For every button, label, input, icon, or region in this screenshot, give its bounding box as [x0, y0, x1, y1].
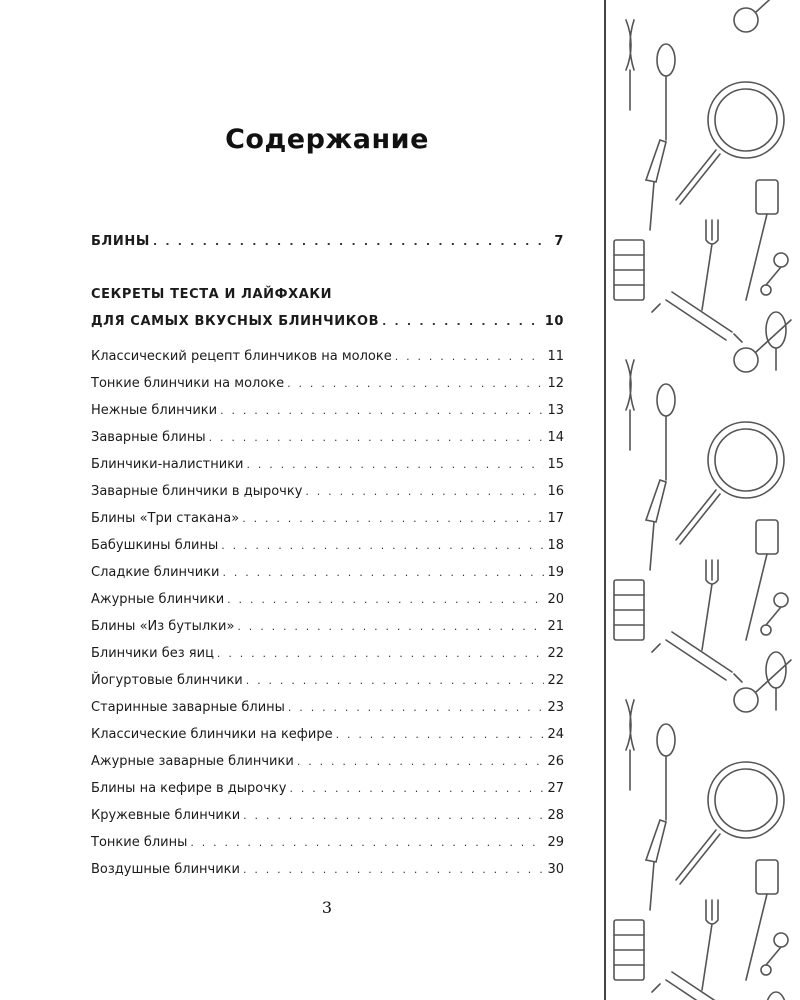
- toc-dot-leader: [190, 829, 544, 856]
- toc-entry[interactable]: [91, 748, 564, 775]
- toc-entry-title: Заварные блинчики в дырочку: [91, 484, 303, 499]
- toc-entry-page: 30: [547, 862, 564, 877]
- utensils-pattern-icon: [606, 0, 800, 1000]
- toc-dot-leader: [243, 856, 544, 883]
- toc-entry-title: Старинные заварные блины: [91, 700, 285, 715]
- toc-entry-title: Воздушные блинчики: [91, 862, 240, 877]
- toc-dot-leader: [246, 667, 545, 694]
- toc-entry-title: Блинчики без яиц: [91, 646, 214, 661]
- toc-entry-title: Бабушкины блины: [91, 538, 219, 553]
- toc-entry-title: Кружевные блинчики: [91, 808, 241, 823]
- toc-entry-page: 16: [547, 484, 564, 499]
- toc-dot-leader: [222, 559, 544, 586]
- toc-entry[interactable]: [91, 505, 564, 532]
- toc-spacer: [91, 335, 564, 343]
- toc-entry-title: БЛИНЫ: [91, 234, 150, 249]
- toc-entry-title: Блины на кефире в дырочку: [91, 781, 287, 796]
- toc-entry-title: Тонкие блины: [91, 835, 188, 850]
- toc-entry[interactable]: [91, 397, 564, 424]
- toc-entry-page: 13: [547, 403, 564, 418]
- toc-dot-leader: [336, 721, 545, 748]
- toc-entry[interactable]: [91, 721, 564, 748]
- toc-entry-title: Блинчики-налистники: [91, 457, 244, 472]
- toc-entry-page: 20: [547, 592, 564, 607]
- toc-entry-page: 29: [547, 835, 564, 850]
- toc-entry[interactable]: [91, 451, 564, 478]
- toc-spacer: [91, 255, 564, 281]
- toc-entry[interactable]: [91, 343, 564, 370]
- toc-dot-leader: [153, 228, 547, 255]
- toc-entry-title: Ажурные блинчики: [91, 592, 225, 607]
- toc-entry-page: 24: [547, 727, 564, 742]
- toc-dot-leader: [242, 505, 544, 532]
- toc-entry-title: ДЛЯ САМЫХ ВКУСНЫХ БЛИНЧИКОВ: [91, 314, 380, 329]
- toc-entry-title: Блины «Из бутылки»: [91, 619, 235, 634]
- toc-dot-leader: [247, 451, 545, 478]
- toc-entry-title: Нежные блинчики: [91, 403, 218, 418]
- toc-dot-leader: [217, 640, 545, 667]
- toc-dot-leader: [220, 397, 544, 424]
- toc-entry-page: 18: [547, 538, 564, 553]
- toc-entry-title: Классические блинчики на кефире: [91, 727, 333, 742]
- page-number: 3: [321, 898, 333, 917]
- toc-dot-leader: [243, 802, 544, 829]
- toc-dot-leader: [289, 775, 544, 802]
- toc-dot-leader: [297, 748, 545, 775]
- toc-entry-page: 17: [547, 511, 564, 526]
- toc-entry-page: 27: [547, 781, 564, 796]
- toc-entry[interactable]: [91, 802, 564, 829]
- toc-entry[interactable]: [91, 775, 564, 802]
- toc-entry-title: Йогуртовые блинчики: [91, 673, 243, 688]
- toc-entry[interactable]: [91, 532, 564, 559]
- toc-entry-page: 26: [547, 754, 564, 769]
- toc-section-secrets[interactable]: [91, 308, 564, 335]
- toc-entry-title: Тонкие блинчики на молоке: [91, 376, 285, 391]
- toc-entry-page: 21: [547, 619, 564, 634]
- kitchen-utensils-illustration: [604, 0, 800, 1000]
- toc-entry-page: 28: [547, 808, 564, 823]
- toc-dot-leader: [227, 586, 544, 613]
- toc-entry-page: 14: [547, 430, 564, 445]
- toc-entry-page: 15: [547, 457, 564, 472]
- toc-section-secrets-line1[interactable]: СЕКРЕТЫ ТЕСТА И ЛАЙФХАКИ: [91, 287, 333, 302]
- toc-dot-leader: [288, 694, 545, 721]
- toc-entry[interactable]: [91, 586, 564, 613]
- toc-entry[interactable]: [91, 694, 564, 721]
- toc-entry-title: Блины «Три стакана»: [91, 511, 240, 526]
- toc-entry-page: 11: [547, 349, 564, 364]
- toc-entry-page: 12: [547, 376, 564, 391]
- toc-entry-page: 22: [547, 646, 564, 661]
- toc-entry[interactable]: [91, 829, 564, 856]
- toc-entry-page: 10: [544, 314, 564, 329]
- toc-entry-title: Заварные блины: [91, 430, 206, 445]
- toc-dot-leader: [395, 343, 545, 370]
- toc-entry-title: Сладкие блинчики: [91, 565, 220, 580]
- toc-dot-leader: [209, 424, 545, 451]
- page-title: Содержание: [225, 124, 429, 155]
- toc-entry-title: Ажурные заварные блинчики: [91, 754, 294, 769]
- toc-section-pancakes[interactable]: [91, 228, 564, 255]
- toc-entry[interactable]: [91, 424, 564, 451]
- toc-entry-page: 7: [554, 234, 564, 249]
- recipe-list: [91, 343, 564, 883]
- toc-entry-page: 23: [547, 700, 564, 715]
- table-of-contents: [91, 228, 564, 883]
- toc-dot-leader: [237, 613, 544, 640]
- toc-entry-page: 19: [547, 565, 564, 580]
- toc-entry-title: Классический рецепт блинчиков на молоке: [91, 349, 392, 364]
- toc-entry[interactable]: [91, 613, 564, 640]
- toc-entry[interactable]: [91, 370, 564, 397]
- toc-entry[interactable]: [91, 478, 564, 505]
- toc-entry[interactable]: [91, 559, 564, 586]
- toc-dot-leader: [305, 478, 544, 505]
- toc-entry[interactable]: [91, 667, 564, 694]
- toc-entry[interactable]: [91, 856, 564, 883]
- toc-dot-leader: [221, 532, 544, 559]
- toc-dot-leader: [287, 370, 544, 397]
- toc-dot-leader: [382, 308, 542, 335]
- toc-entry-page: 22: [547, 673, 564, 688]
- toc-entry[interactable]: [91, 640, 564, 667]
